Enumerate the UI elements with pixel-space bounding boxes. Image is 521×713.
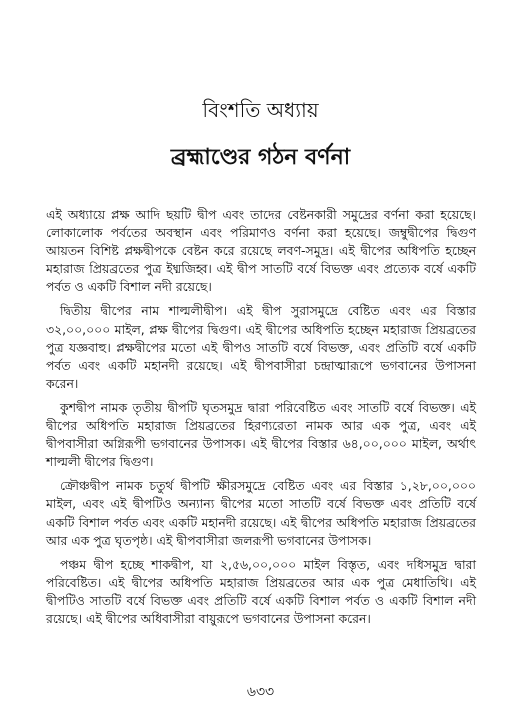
body-text	[46, 206, 476, 634]
paragraph-krauncha-dvipa: ক্রৌঞ্চদ্বীপ নামক চতুর্থ দ্বীপটি ক্ষীরসমুদ্রে বেষ্টিত এবং এর বিস্তার ১,২৮,০০,০০০ মাইল, এবং এই দ্বীপটিও অন্যান্য দ্বীপের মতো সাতটি বর্ষে বিভক্ত এবং প্রতিটি বর্ষে একটি বিশাল পর্বত এবং একটি মহানদী রয়েছে। এই দ্বীপের অধিপতি মহারাজ প্রিয়ব্রতের আর এক পুত্র ঘৃতপৃষ্ঠ। এই দ্বীপবাসীরা জলরূপী ভগবানের উপাসক।	[46, 478, 476, 548]
chapter-number: বিংশতি অধ্যায়	[202, 98, 319, 122]
paragraph-shaka-dvipa: পঞ্চম দ্বীপ হচ্ছে শাকদ্বীপ, যা ২,৫৬,০০,০০০ মাইল বিস্তৃত, এবং দধিসমুদ্র দ্বারা পরিবেষ্টিত। এই দ্বীপের অধিপতি মহারাজ প্রিয়ব্রতের আর এক পুত্র মেধাতিথি। এই দ্বীপটিও সাতটি বর্ষে বিভক্ত এবং প্রতিটি বর্ষে একটি বিশাল পর্বত ও একটি বিশাল নদী রয়েছে। এই দ্বীপের অধিবাসীরা বায়ুরূপে ভগবানের উপাসনা করেন।	[46, 556, 476, 626]
page-number: ৬৩৩	[246, 684, 275, 700]
chapter-title: ব্রহ্মাণ্ডের গঠন বর্ণনা	[170, 145, 351, 170]
paragraph-shalmali-dvipa: দ্বিতীয় দ্বীপের নাম শাল্মলীদ্বীপ। এই দ্বীপ সুরাসমুদ্রে বেষ্টিত এবং এর বিস্তার ৩২,০০,০০০ মাইল, প্লক্ষ দ্বীপের দ্বিগুণ। এই দ্বীপের অধিপতি হচ্ছেন মহারাজ প্রিয়ব্রতের পুত্র যজ্ঞবাহু। প্লক্ষদ্বীপের মতো এই দ্বীপও সাতটি বর্ষে বিভক্ত, এবং প্রতিটি বর্ষে একটি পর্বত এবং একটি মহানদী রয়েছে। এই দ্বীপবাসীরা চন্দ্রাত্মারূপে ভগবানের উপাসনা করেন।	[46, 303, 476, 391]
paragraph-summary-intro: এই অধ্যায়ে প্লক্ষ আদি ছয়টি দ্বীপ এবং তাদের বেষ্টনকারী সমুদ্রের বর্ণনা করা হয়েছে। লোকালোক পর্বতের অবস্থান এবং পরিমাণও বর্ণনা করা হয়েছে। জম্বুদ্বীপের দ্বিগুণ আয়তন বিশিষ্ট প্লক্ষদ্বীপকে বেষ্টন করে রয়েছে লবণ-সমুদ্র। এই দ্বীপের অধিপতি হচ্ছেন মহারাজ প্রিয়ব্রতের পুত্র ইধ্মজিহ্ব। এই দ্বীপ সাতটি বর্ষে বিভক্ত এবং প্রত্যেক বর্ষে একটি পর্বত ও একটি বিশাল নদী রয়েছে।	[46, 207, 476, 295]
paragraph-kusha-dvipa: কুশদ্বীপ নামক তৃতীয় দ্বীপটি ঘৃতসমুদ্র দ্বারা পরিবেষ্টিত এবং সাতটি বর্ষে বিভক্ত। এই দ্বীপের অধিপতি মহারাজ প্রিয়ব্রতের হিরণ্যরেতা নামক আর এক পুত্র, এবং এই দ্বীপবাসীরা অগ্নিরূপী ভগবানের উপাসক। এই দ্বীপের বিস্তার ৬৪,০০,০০০ মাইল, অর্থাৎ শাল্মলী দ্বীপের দ্বিগুণ।	[46, 399, 476, 470]
